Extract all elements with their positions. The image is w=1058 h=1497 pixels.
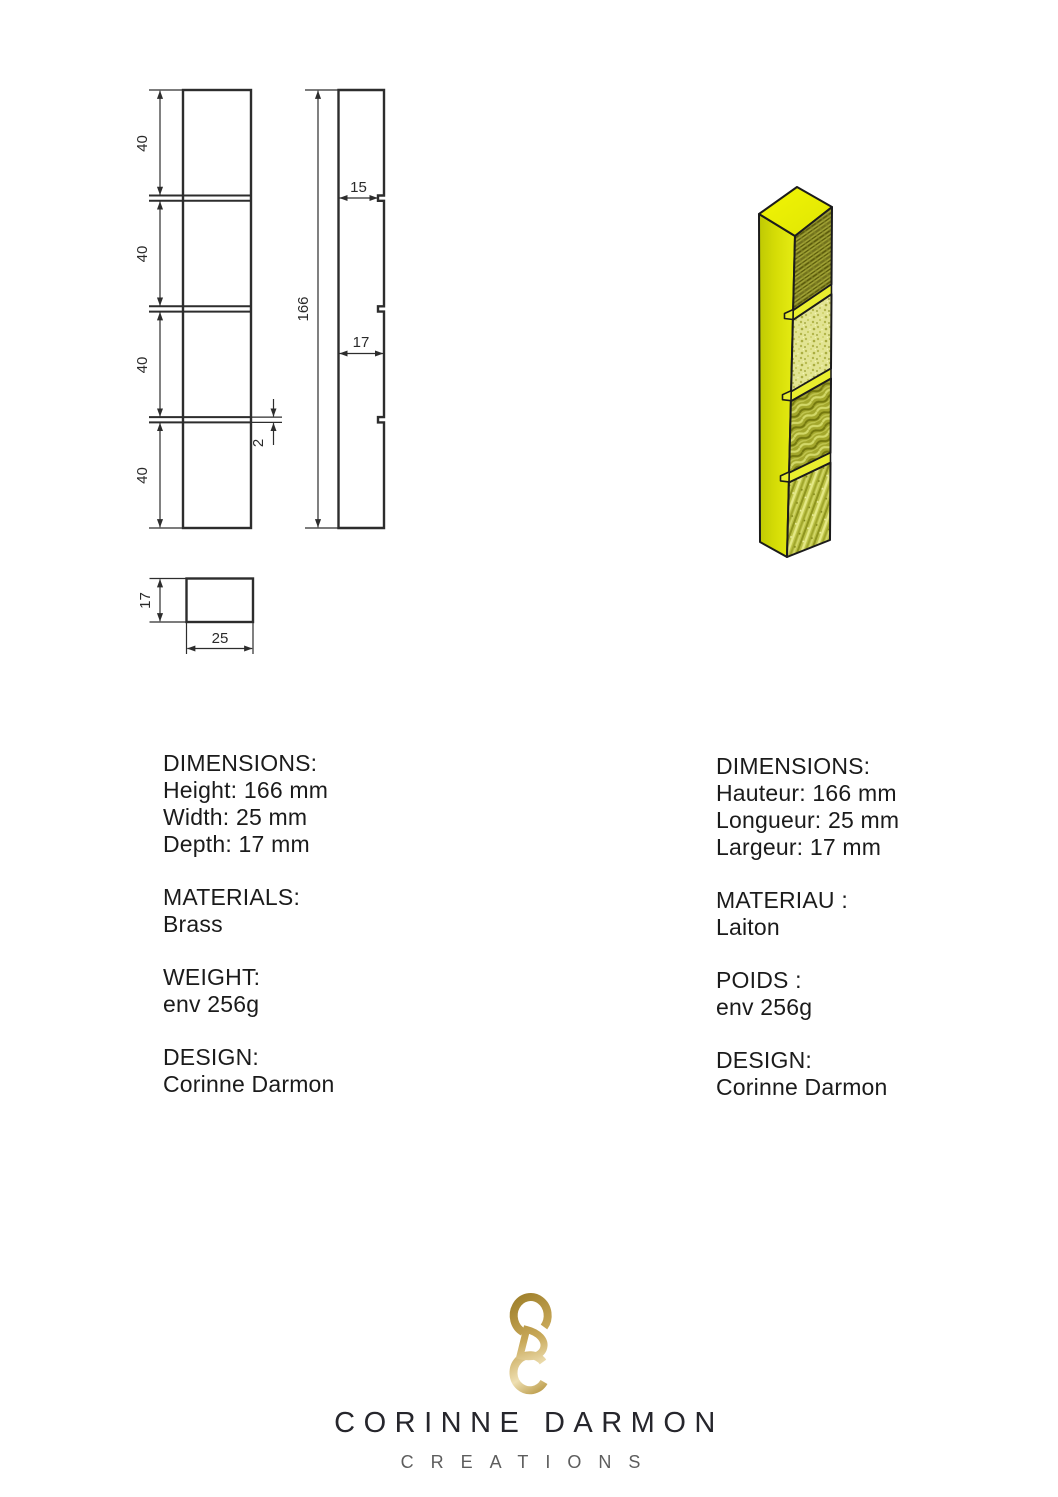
spec-line-depth-en: Depth: 17 mm: [163, 831, 310, 857]
spec-line-longueur-fr: Longueur: 25 mm: [716, 807, 900, 833]
monogram-letter-c-top: [514, 1297, 548, 1332]
spec-group-design-fr: [716, 1047, 1036, 1101]
logo-monogram-cdc: [513, 1297, 547, 1390]
spec-line-designer-fr: Corinne Darmon: [716, 1074, 888, 1100]
spec-group-dimensions-en: [163, 750, 483, 858]
specs-english: [163, 750, 483, 1124]
bottom-view-drawing: [137, 579, 253, 655]
monogram-letter-c-bottom: [513, 1355, 544, 1390]
technical-drawing: [134, 90, 384, 654]
dim-label-25: 25: [211, 630, 229, 647]
dim-label-17-bottom: 17: [137, 592, 154, 609]
spec-group-weight-en: [163, 964, 483, 1018]
spec-line-materiau-fr: Laiton: [716, 914, 780, 940]
spec-group-dimensions-fr: [716, 753, 1036, 861]
dim-label-17-side: 17: [352, 334, 370, 351]
spec-line-largeur-fr: Largeur: 17 mm: [716, 834, 882, 860]
product-render-3d: [759, 187, 832, 557]
spec-line-designer-en: Corinne Darmon: [163, 1071, 335, 1097]
spec-title-dimensions-en: DIMENSIONS:: [163, 750, 318, 776]
spec-group-materiau-fr: [716, 887, 1036, 941]
spec-line-poids-fr: env 256g: [716, 994, 813, 1020]
specs-french: [716, 753, 1036, 1127]
brand-wordmark: CORINNE DARMON: [334, 1407, 724, 1439]
dim-label-2: 2: [250, 438, 267, 448]
dim-label-40-2: 40: [134, 245, 151, 263]
spec-title-materials-en: MATERIALS:: [163, 884, 301, 910]
spec-line-height-en: Height: 166 mm: [163, 777, 329, 803]
spec-line-width-en: Width: 25 mm: [163, 804, 308, 830]
spec-line-weight-en: env 256g: [163, 991, 260, 1017]
spec-title-design-en: DESIGN:: [163, 1044, 259, 1070]
spec-title-poids-fr: POIDS :: [716, 967, 802, 993]
brand-tagline: CREATIONS: [400, 1452, 658, 1472]
spec-line-material-en: Brass: [163, 911, 223, 937]
dim-label-166: 166: [295, 296, 312, 322]
front-view-drawing: [134, 90, 282, 528]
spec-group-design-en: [163, 1044, 483, 1098]
spec-group-poids-fr: [716, 967, 1036, 1021]
dim-label-40-3: 40: [134, 356, 151, 374]
spec-title-weight-en: WEIGHT:: [163, 964, 261, 990]
spec-title-design-fr: DESIGN:: [716, 1047, 812, 1073]
spec-title-dimensions-fr: DIMENSIONS:: [716, 753, 871, 779]
dim-label-15: 15: [350, 179, 367, 196]
dim-label-40-1: 40: [134, 135, 151, 152]
spec-group-materials-en: [163, 884, 483, 938]
spec-line-hauteur-fr: Hauteur: 166 mm: [716, 780, 897, 806]
dim-label-40-4: 40: [134, 467, 151, 484]
side-view-drawing: [295, 90, 384, 528]
spec-title-materiau-fr: MATERIAU :: [716, 887, 848, 913]
